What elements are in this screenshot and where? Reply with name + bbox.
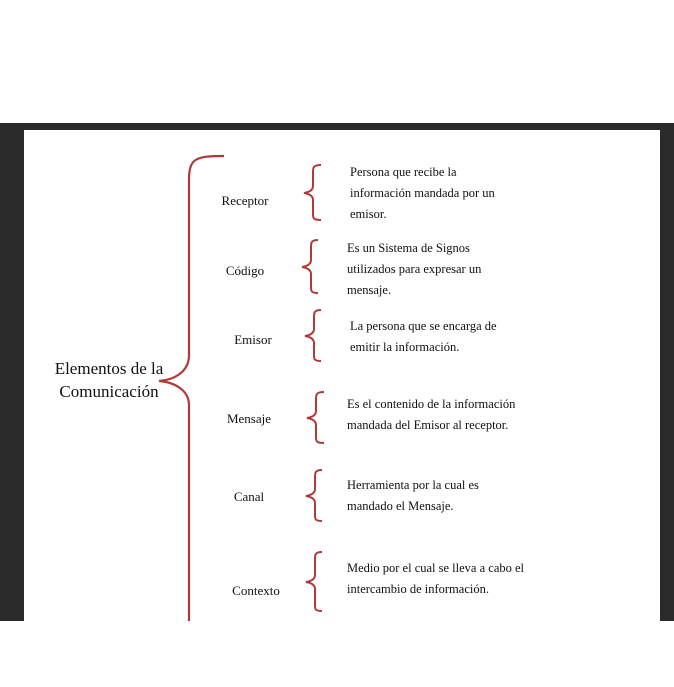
document-page — [24, 130, 660, 621]
brace-emisor — [305, 310, 321, 361]
desc-codigo: Es un Sistema de Signos utilizados para expresar un mensaje. — [347, 241, 482, 297]
term-canal: Canal — [233, 489, 265, 504]
diagram-title: Elementos de la Comunicación — [54, 359, 164, 401]
desc-mensaje: Es el contenido de la información mandada del Emisor al receptor. — [347, 397, 516, 432]
term-mensaje: Mensaje — [226, 411, 272, 426]
term-codigo: Código — [225, 263, 265, 278]
desc-emisor: La persona que se encarga de emitir la información. — [350, 319, 497, 354]
term-contexto: Contexto — [232, 583, 280, 598]
desc-receptor: Persona que recibe la información mandada por un emisor. — [350, 165, 495, 221]
desc-contexto: Medio por el cual se lleva a cabo el intercambio de información. — [347, 561, 525, 596]
brace-codigo — [302, 240, 318, 293]
brace-contexto — [306, 552, 322, 611]
document-frame — [0, 123, 674, 621]
brace-mensaje — [307, 392, 324, 443]
brace-receptor — [304, 165, 321, 220]
desc-canal: Herramienta por la cual es mandado el Mensaje. — [347, 478, 479, 513]
term-emisor: Emisor — [234, 332, 272, 347]
term-receptor: Receptor — [221, 193, 269, 208]
brace-canal — [306, 470, 322, 521]
